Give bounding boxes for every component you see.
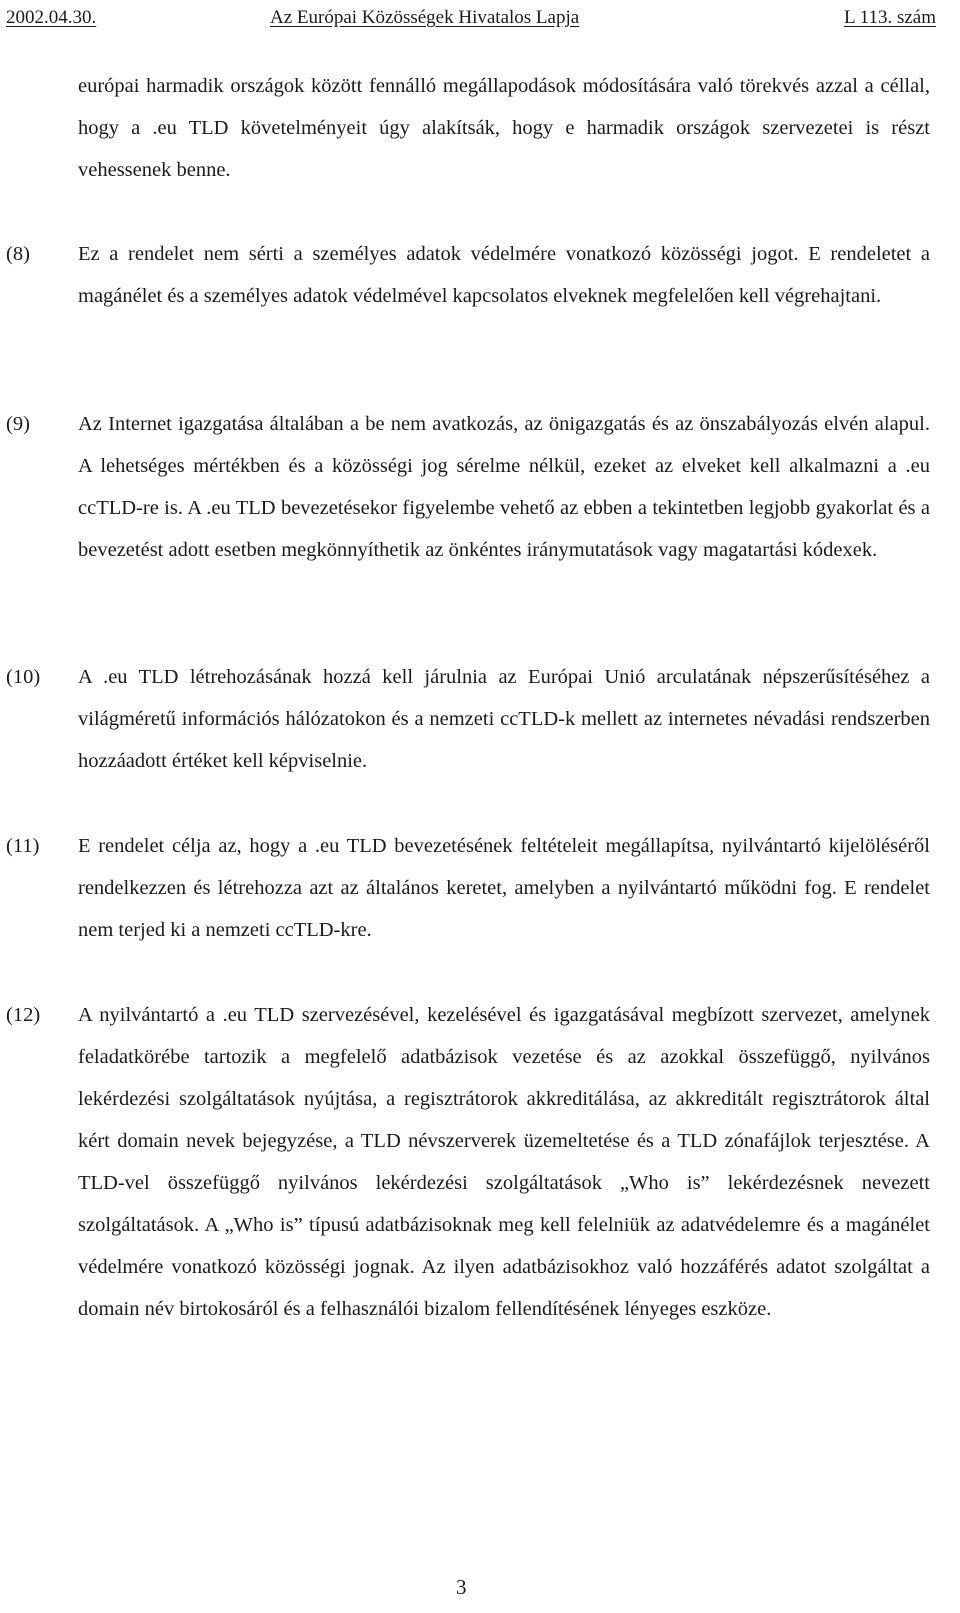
recital-text: Az Internet igazgatása általában a be nem avatkozás, az önigazgatás és az önszabályozás elvén alapul. A lehetséges mértékben és a közösségi jog sérelme nélkül, ezeket az elveket kell alkalmazni a .eu ccTLD-re is. A .eu TLD bevezetésekor figyelembe vehető az ebben a tekintetben legjobb gyakorlat és a bevezetést adott esetben megkönnyíthetik az önkéntes iránymutatások vagy magatartási kódexek. bbox=[78, 413, 930, 561]
page-number: 3 bbox=[456, 1575, 467, 1599]
recital-text: A nyilvántartó a .eu TLD szervezésével, kezelésével és igazgatásával megbízott szervezet, amelynek feladatkörébe tartozik a megfelelő adatbázisok vezetése és az azokkal összefüggő, nyilvános lekérdezési szolgáltatások nyújtása, a regisztrátorok akkreditálása, az akkreditált regisztrátorok által kért domain nevek bejegyzése, a TLD névszerverek üzemeltetése és a TLD zónafájlok terjesztése. A TLD-vel összefüggő nyilvános lekérdezési szolgáltatások „Who is” lekérdezésnek nevezett szolgáltatások. A „Who is” típusú adatbázisoknak meg kell felelniük az adatvédelemre és a magánélet védelmére vonatkozó közösségi jognak. Az ilyen adatbázisokhoz való hozzáférés adatot szolgáltat a domain név birtokosáról és a felhasználói bizalom fellendítésének lényeges eszköze. bbox=[78, 1004, 930, 1320]
header-issue-number: L 113. szám bbox=[844, 7, 936, 28]
recital-text: Ez a rendelet nem sérti a személyes adatok védelmére vonatkozó közösségi jogot. E rendeletet a magánélet és a személyes adatok védelmével kapcsolatos elveknek megfelelően kell végrehajtani. bbox=[78, 243, 930, 307]
recital-text: E rendelet célja az, hogy a .eu TLD bevezetésének feltételeit megállapítsa, nyilvántartó kijelöléséről rendelkezzen és létrehozza azt az általános keretet, amelyben a nyilvántartó működni fog. E rendelet nem terjed ki a nemzeti ccTLD-kre. bbox=[78, 835, 930, 941]
recital-number: (9) bbox=[6, 413, 30, 435]
recital-text: A .eu TLD létrehozásának hozzá kell járulnia az Európai Unió arculatának népszerűsítéséhez a világméretű információs hálózatokon és a nemzeti ccTLD-k mellett az internetes névadási rendszerben hozzáadott értéket kell képviselnie. bbox=[78, 666, 930, 772]
page-header bbox=[6, 4, 936, 32]
header-journal-title: Az Európai Közösségek Hivatalos Lapja bbox=[270, 7, 580, 28]
intro-paragraph: európai harmadik országok között fennálló megállapodások módosítására való törekvés azzal a céllal, hogy a .eu TLD követelményeit úgy alakítsák, hogy e harmadik országok szervezetei is részt vehessenek benne. bbox=[78, 75, 930, 181]
header-date: 2002.04.30. bbox=[6, 7, 97, 28]
recital-number: (11) bbox=[6, 835, 40, 857]
recital-number: (8) bbox=[6, 243, 30, 265]
recital-number: (10) bbox=[6, 666, 41, 688]
recital-number: (12) bbox=[6, 1004, 41, 1026]
